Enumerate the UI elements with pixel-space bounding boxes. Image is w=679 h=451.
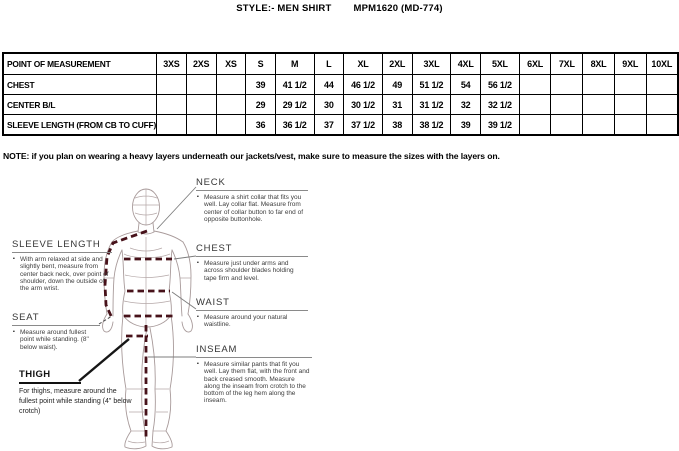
measurement-cell: [646, 115, 678, 136]
neck-title: NECK: [196, 177, 308, 191]
measurement-cell: [519, 95, 551, 115]
neck-connector: [157, 187, 196, 229]
thigh-body: [19, 387, 133, 416]
measurement-cell: 37: [314, 115, 344, 136]
page-title: [0, 3, 679, 14]
measurement-cell: 39: [451, 115, 481, 136]
row-label: SLEEVE LENGTH (FROM CB TO CUFF): [3, 115, 157, 136]
bullet-icon: ▪: [13, 256, 15, 262]
column-header-size: L: [314, 53, 344, 75]
column-header-size: XL: [344, 53, 383, 75]
column-header-size: 2XS: [186, 53, 216, 75]
callout-sleeve-length: [12, 239, 112, 292]
measurement-cell: 30 1/2: [344, 95, 383, 115]
chest-title: CHEST: [196, 243, 308, 257]
measurement-cell: 54: [451, 75, 481, 95]
callout-chest: [196, 243, 308, 282]
callout-neck: [196, 177, 308, 223]
measurement-cell: [216, 95, 246, 115]
measurement-cell: 46 1/2: [344, 75, 383, 95]
measurement-cell: [186, 75, 216, 95]
waist-connector: [172, 292, 196, 309]
measurement-cell: [583, 115, 615, 136]
sleeve-length-text: With arm relaxed at side and slightly bent, measure from center back neck, over point of shoulder, down the outside of the arm wrist.: [20, 256, 109, 293]
sleeve-length-title: SLEEVE LENGTH: [12, 239, 112, 253]
seat-text: Measure around fullest point while standing. (8" below waist).: [20, 329, 89, 351]
column-header-size: 8XL: [583, 53, 615, 75]
measurement-cell: 38 1/2: [412, 115, 451, 136]
measurement-cell: 31 1/2: [412, 95, 451, 115]
measurement-cell: [186, 115, 216, 136]
measurement-cell: [186, 95, 216, 115]
measurement-cell: [519, 115, 551, 136]
measurement-cell: [583, 95, 615, 115]
callout-seat: [12, 312, 100, 351]
row-label: CHEST: [3, 75, 157, 95]
measurement-cell: 41 1/2: [275, 75, 314, 95]
chest-connector: [174, 256, 196, 259]
sleeve-length-body: [12, 256, 112, 292]
table-row: [3, 75, 678, 95]
measurement-cell: [646, 75, 678, 95]
thigh-title: THIGH: [19, 369, 81, 384]
column-header-size: S: [246, 53, 276, 75]
measurement-cell: 39: [246, 75, 276, 95]
bullet-icon: ▪: [197, 260, 199, 266]
column-header-size: M: [275, 53, 314, 75]
measurement-cell: 32 1/2: [481, 95, 520, 115]
measurement-cell: [216, 75, 246, 95]
measurement-cell: [614, 115, 646, 136]
seat-body: [12, 329, 100, 351]
column-header-size: 7XL: [551, 53, 583, 75]
chest-body: [196, 260, 308, 282]
measurement-cell: 31: [382, 95, 412, 115]
bullet-icon: ▪: [197, 361, 199, 367]
measurement-cell: [157, 75, 187, 95]
measurement-cell: [551, 75, 583, 95]
neck-text: Measure a shirt collar that fits you well. Lay collar flat. Measure from center of collar button to far end of opposite buttonhole.: [204, 194, 304, 223]
bullet-icon: ▪: [197, 314, 199, 320]
callout-waist: [196, 297, 308, 329]
table-row: [3, 115, 678, 136]
measurement-cell: [614, 75, 646, 95]
measurement-cell: [614, 95, 646, 115]
column-header-size: 6XL: [519, 53, 551, 75]
waist-title: WAIST: [196, 297, 308, 311]
bullet-icon: ▪: [13, 329, 15, 335]
size-chart-table: [2, 52, 679, 136]
table-header: [3, 53, 678, 75]
measurement-cell: [551, 95, 583, 115]
measurement-cell: 39 1/2: [481, 115, 520, 136]
measurement-cell: 49: [382, 75, 412, 95]
chest-text: Measure just under arms and across shoulder blades holding tape firm and level.: [204, 260, 294, 282]
measurement-cell: 38: [382, 115, 412, 136]
style-label: STYLE:- MEN SHIRT: [236, 3, 332, 14]
measurement-cell: 29: [246, 95, 276, 115]
column-header-size: 5XL: [481, 53, 520, 75]
thigh-text: For thighs, measure around the fullest point while standing (4" below crotch): [19, 388, 132, 415]
column-header-size: 2XL: [382, 53, 412, 75]
column-header-size: 10XL: [646, 53, 678, 75]
measurement-cell: [551, 115, 583, 136]
measurement-cell: [519, 75, 551, 95]
measurement-cell: 37 1/2: [344, 115, 383, 136]
measurement-cell: 29 1/2: [275, 95, 314, 115]
seat-connector: [99, 316, 112, 324]
measurement-cell: 51 1/2: [412, 75, 451, 95]
measurement-cell: [216, 115, 246, 136]
inseam-text: Measure similar pants that fit you well. Lay them flat, with the front and back creased smooth. Measure along the inseam from crotch to the bottom of the leg hem along the inseam.: [204, 361, 310, 405]
table-row: [3, 95, 678, 115]
column-header-size: 3XS: [157, 53, 187, 75]
neck-body: [196, 194, 308, 223]
measurement-cell: [646, 95, 678, 115]
measurement-cell: 36: [246, 115, 276, 136]
style-code: MPM1620 (MD-774): [353, 3, 443, 14]
inseam-body: [196, 361, 312, 405]
measurement-cell: 32: [451, 95, 481, 115]
column-header-point-of-measurement: POINT OF MEASUREMENT: [3, 53, 157, 75]
row-label: CENTER B/L: [3, 95, 157, 115]
column-header-size: 4XL: [451, 53, 481, 75]
column-header-size: 3XL: [412, 53, 451, 75]
bullet-icon: ▪: [197, 194, 199, 200]
table-body: [3, 75, 678, 136]
measurement-cell: 36 1/2: [275, 115, 314, 136]
inseam-title: INSEAM: [196, 344, 312, 358]
measurement-cell: [583, 75, 615, 95]
measurement-cell: [157, 95, 187, 115]
measurement-cell: 56 1/2: [481, 75, 520, 95]
callout-thigh: [19, 369, 133, 416]
note-text: NOTE: if you plan on wearing a heavy layers underneath our jackets/vest, make sure to measure the sizes with the layers on.: [3, 151, 500, 161]
waist-text: Measure around your natural waistline.: [204, 314, 288, 329]
measurement-cell: 44: [314, 75, 344, 95]
measurement-cell: 30: [314, 95, 344, 115]
measurement-cell: [157, 115, 187, 136]
column-header-size: XS: [216, 53, 246, 75]
waist-body: [196, 314, 308, 329]
seat-title: SEAT: [12, 312, 100, 326]
callout-inseam: [196, 344, 312, 405]
column-header-size: 9XL: [614, 53, 646, 75]
